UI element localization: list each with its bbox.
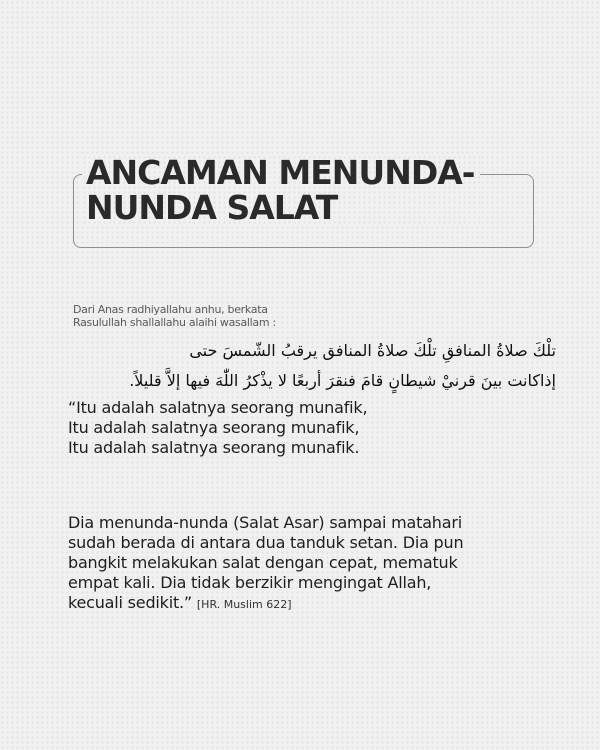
arabic-line-2: إذاكانت بينَ قرنيْ شيطانٍ قامَ فنقرَ أربعًا لا يذْكرُ اللّٰهَ فيها إلاَّ قليلاً.	[129, 371, 556, 390]
hadith-reference: [HR. Muslim 622]	[196, 598, 292, 611]
body-line-4: empat kali. Dia tidak berzikir mengingat Allah,	[68, 573, 432, 592]
translation-body	[68, 513, 463, 615]
arabic-line-1: تلْكَ صلاةُ المنافقِ تلْكَ صلاةُ المنافق يرقبُ الشّمسَ حتى	[189, 341, 556, 360]
quote-line-3: Itu adalah salatnya seorang munafik.	[68, 438, 360, 457]
translation-quote	[68, 398, 367, 458]
page-title	[82, 155, 480, 225]
narrator-intro	[73, 303, 276, 329]
quote-line-2: Itu adalah salatnya seorang munafik,	[68, 418, 360, 437]
arabic-hadith	[68, 336, 556, 396]
title-line-2: NUNDA SALAT	[86, 188, 338, 227]
body-line-5: kecuali sedikit.”	[68, 593, 192, 612]
narrator-line-2: Rasulullah shallallahu alaihi wasallam :	[73, 316, 276, 329]
narrator-line-1: Dari Anas radhiyallahu anhu, berkata	[73, 303, 268, 316]
body-line-1: Dia menunda-nunda (Salat Asar) sampai matahari	[68, 513, 462, 532]
title-line-1: ANCAMAN MENUNDA-	[86, 153, 475, 192]
quote-line-1: “Itu adalah salatnya seorang munafik,	[68, 398, 368, 417]
body-line-5-wrap	[68, 593, 463, 615]
body-line-2: sudah berada di antara dua tanduk setan. Dia pun	[68, 533, 464, 552]
body-line-3: bangkit melakukan salat dengan cepat, mematuk	[68, 553, 458, 572]
